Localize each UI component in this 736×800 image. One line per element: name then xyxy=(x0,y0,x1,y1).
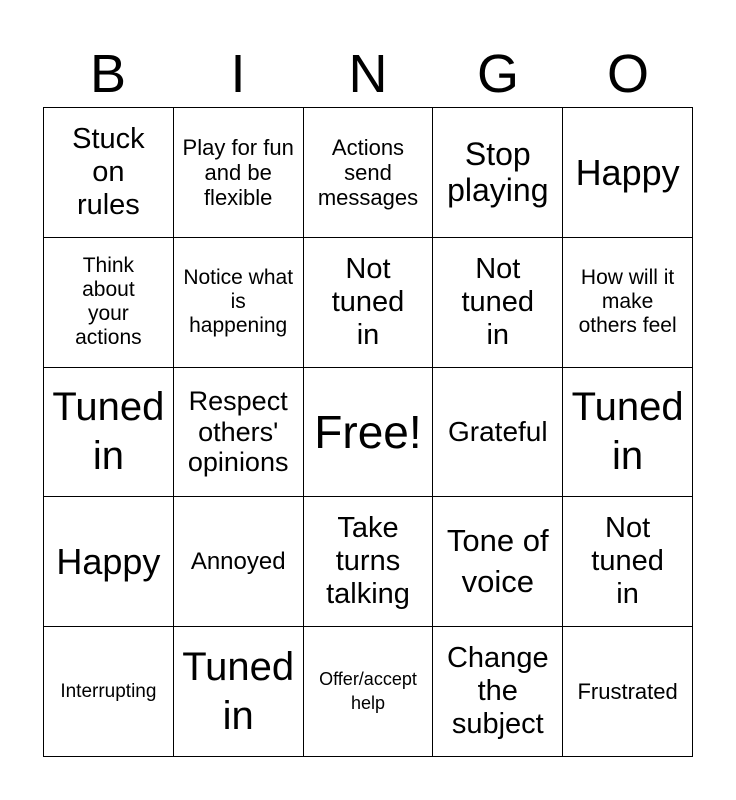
cell-text: Happy xyxy=(56,541,161,583)
bingo-cell[interactable] xyxy=(44,238,174,368)
cell-text: Respect others' opinions xyxy=(187,385,289,478)
cell-text: Grateful xyxy=(447,416,548,448)
cell-text: Play for fun and be flexible xyxy=(182,134,294,210)
bingo-cell[interactable] xyxy=(304,238,434,368)
bingo-cell[interactable] xyxy=(433,368,563,498)
cell-text: Actions send messages xyxy=(317,134,419,210)
bingo-cell[interactable] xyxy=(304,627,434,757)
cell-text: Happy xyxy=(575,151,680,193)
bingo-cell[interactable] xyxy=(433,108,563,238)
cell-text: Interrupting xyxy=(60,680,157,702)
cell-text: How will it make others feel xyxy=(578,266,677,338)
cell-text: Tuned in xyxy=(571,385,684,478)
bingo-cell[interactable] xyxy=(174,238,304,368)
bingo-cell[interactable] xyxy=(174,497,304,627)
bingo-cell[interactable] xyxy=(433,238,563,368)
bingo-cell[interactable] xyxy=(44,627,174,757)
cell-text: Think about your actions xyxy=(75,254,142,350)
header-letter-i: I xyxy=(230,44,246,104)
bingo-cell[interactable] xyxy=(44,497,174,627)
bingo-cell[interactable] xyxy=(304,497,434,627)
cell-text: Tuned in xyxy=(52,385,165,478)
header-letter-o: O xyxy=(606,44,649,104)
cell-text: Annoyed xyxy=(190,548,286,576)
cell-text: Not tuned in xyxy=(461,252,535,351)
bingo-cell[interactable] xyxy=(563,238,693,368)
bingo-grid xyxy=(43,107,693,757)
header-letter-n: N xyxy=(348,44,388,104)
bingo-cell[interactable] xyxy=(563,497,693,627)
bingo-cell[interactable] xyxy=(563,108,693,238)
cell-text: Stop playing xyxy=(447,135,549,209)
cell-text: Frustrated xyxy=(577,679,678,705)
bingo-cell[interactable] xyxy=(433,627,563,757)
bingo-cell-free[interactable] xyxy=(304,368,434,498)
bingo-cell[interactable] xyxy=(563,627,693,757)
cell-text: Offer/accept help xyxy=(319,669,417,713)
bingo-cell[interactable] xyxy=(174,108,304,238)
bingo-cell[interactable] xyxy=(563,368,693,498)
cell-text: Take turns talking xyxy=(326,512,410,611)
bingo-cell[interactable] xyxy=(174,627,304,757)
cell-text: Change the subject xyxy=(446,642,549,741)
bingo-cell[interactable] xyxy=(44,368,174,498)
cell-text: Notice what is happening xyxy=(183,266,294,338)
cell-text: Free! xyxy=(314,405,422,458)
bingo-cell[interactable] xyxy=(433,497,563,627)
bingo-cell[interactable] xyxy=(174,368,304,498)
cell-text: Tuned in xyxy=(182,644,295,738)
cell-text: Not tuned in xyxy=(331,252,405,351)
cell-text: Stuck on rules xyxy=(72,122,145,221)
bingo-header xyxy=(43,40,693,108)
bingo-cell[interactable] xyxy=(44,108,174,238)
bingo-cell[interactable] xyxy=(304,108,434,238)
header-letter-b: B xyxy=(89,44,127,104)
cell-text: Not tuned in xyxy=(591,512,664,611)
header-letter-g: G xyxy=(476,44,519,104)
cell-text: Tone of voice xyxy=(446,523,549,599)
